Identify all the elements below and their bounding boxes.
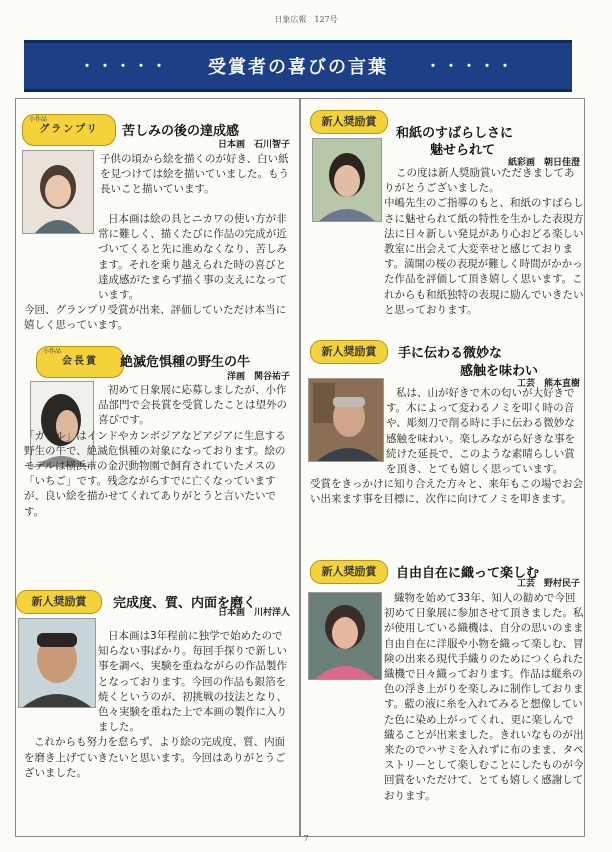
article-heading: 苦しみの後の達成感 — [122, 124, 240, 139]
award-badge-grandprix: 小作品 グランプリ — [22, 114, 116, 146]
award-badge-newcomer: 新人奨励賞 — [310, 340, 388, 364]
article-heading: 和紙のすばらしさに — [396, 126, 514, 141]
banner-title: 受賞者の喜びの言葉 — [208, 57, 388, 78]
article-text-body-2: 日本画は絵の具とニカワの使い方が非常に難しく、描くたびに作品の完成が近づいてくると先に進めなくなり、苦しみます。それを乗り越えられた時の喜びと達成感がたまらず描く事の支えになっています。 今回、グランプリ受賞が出来、評価していただけ本当に嬉しく思っています。 — [24, 213, 287, 332]
article-text-body: 初めて日象展に応募しましたが、小作品部門で会長賞を受賞したことは望外の喜びです。 「ガウル」はインドやカンボジアなどアジアに生息する野生の牛で、絶滅危惧種の対象になっております。絵のモデルは横浜市の金沢動物園で飼育されていたメスの「いちご」です。残念ながらすでに亡くなっていますが、良い絵を描かせてくれてありがとうと言いたいです。 — [24, 384, 287, 518]
article-byline: 紙彩画 朝日佳澄 — [507, 158, 580, 168]
award-badge-chairman: 小作品 会長賞 — [36, 346, 124, 378]
banner-dots-left: ・・・・・ — [80, 59, 170, 75]
award-badge-newcomer: 新人奨励賞 — [310, 110, 388, 134]
article-text-body: 織物を始めて33年、知人の勧めで今回初めて日象展に参加させて頂きました。私が使用している織機は、自分の思いのまま自由自在に洋服や小物を織って楽しむ、冒険の出来る現代手織りのためにつくられた織機で日々織っております。作品は縦糸の色の浮き上がりを楽しみに制作しております。藍の液に糸を入れてみると想像していた色に染め上がってくれ、更に楽しんで織ることが出来ました。きれいなものが出来たのでハサミを入れずに布のまま、タペストリーとして楽しむことにしたものが今回賞をいただけて、とても嬉しく感謝しております。 — [384, 592, 584, 802]
section-banner — [24, 40, 572, 92]
page-number: 7 — [303, 834, 309, 843]
article-byline: 日本画 石川智子 — [217, 140, 290, 150]
newsletter-issue: 日象広報 127号 — [274, 15, 338, 24]
article-text-intro: 子供の頃から絵を描くのが好き、白い紙を見つけては絵を描いていました。もう長いこと描いています。 — [100, 153, 289, 196]
award-badge-newcomer: 新人奨励賞 — [16, 590, 102, 614]
article-text-body: 私は、山が好きで木の匂いが大好きです。木によって変わるノミを叩く時の音や、彫刻刀で削る時に手に伝わる微妙な感触を味わい。楽しみながら好きな事を続けた延長で、このような素晴らしい賞を頂き、とても嬉しく思っています。 受賞をきっかけに知り合えた方々と、来年もこの場でお会い出来ます事を目標に、次作に向けてノミを叩きます。 — [310, 387, 583, 506]
article-byline: 工芸 野村民子 — [516, 579, 580, 589]
article-byline: 日本画 川村洋人 — [217, 608, 290, 618]
article-heading-line2: 感触を味わい — [460, 364, 539, 379]
article-text-body: 日本画は3年程前に独学で始めたので知らない事ばかり。毎回手探りで新しい事を調べ、実験を重ねながらの作品製作となっております。今回の作品も銀箔を焼くというのが、初挑戦の技法となり、色々実験を重ねた上で本画の製作に入りました。 これからも努力を怠らず、より絵の完成度、質、内面を磨き上げていきたいと思います。今回はありがとうございました。 — [24, 630, 287, 779]
award-badge-newcomer: 新人奨励賞 — [310, 560, 388, 584]
banner-dots-right: ・・・・・ — [426, 59, 516, 75]
article-byline: 工芸 熊本直樹 — [516, 379, 580, 389]
article-heading: 完成度、質、内面を磨く — [113, 596, 257, 611]
article-byline: 洋画 関谷祐子 — [226, 372, 290, 382]
article-heading-line2: 魅せられて — [430, 143, 496, 158]
article-heading: 絶滅危惧種の野生の牛 — [120, 355, 251, 370]
article-text-body: この度は新人奨励賞いただきましてありがとうございました。 中嶋先生のご指導のもと、和紙のすばらしさに魅せられて紙の特性を生かした表現方法に日々新しい発見があり心おどる楽しい教室に出会えて大変幸せと感じております。満開の桜の表現が難しく時間がかかった作品を評価して頂き嬉しく思います。これからも和紙独特の表現に励んでいきたいと思っております。 — [384, 167, 584, 316]
article-heading: 自由自在に織って楽しむ — [396, 566, 540, 581]
article-heading: 手に伝わる微妙な — [398, 346, 503, 361]
